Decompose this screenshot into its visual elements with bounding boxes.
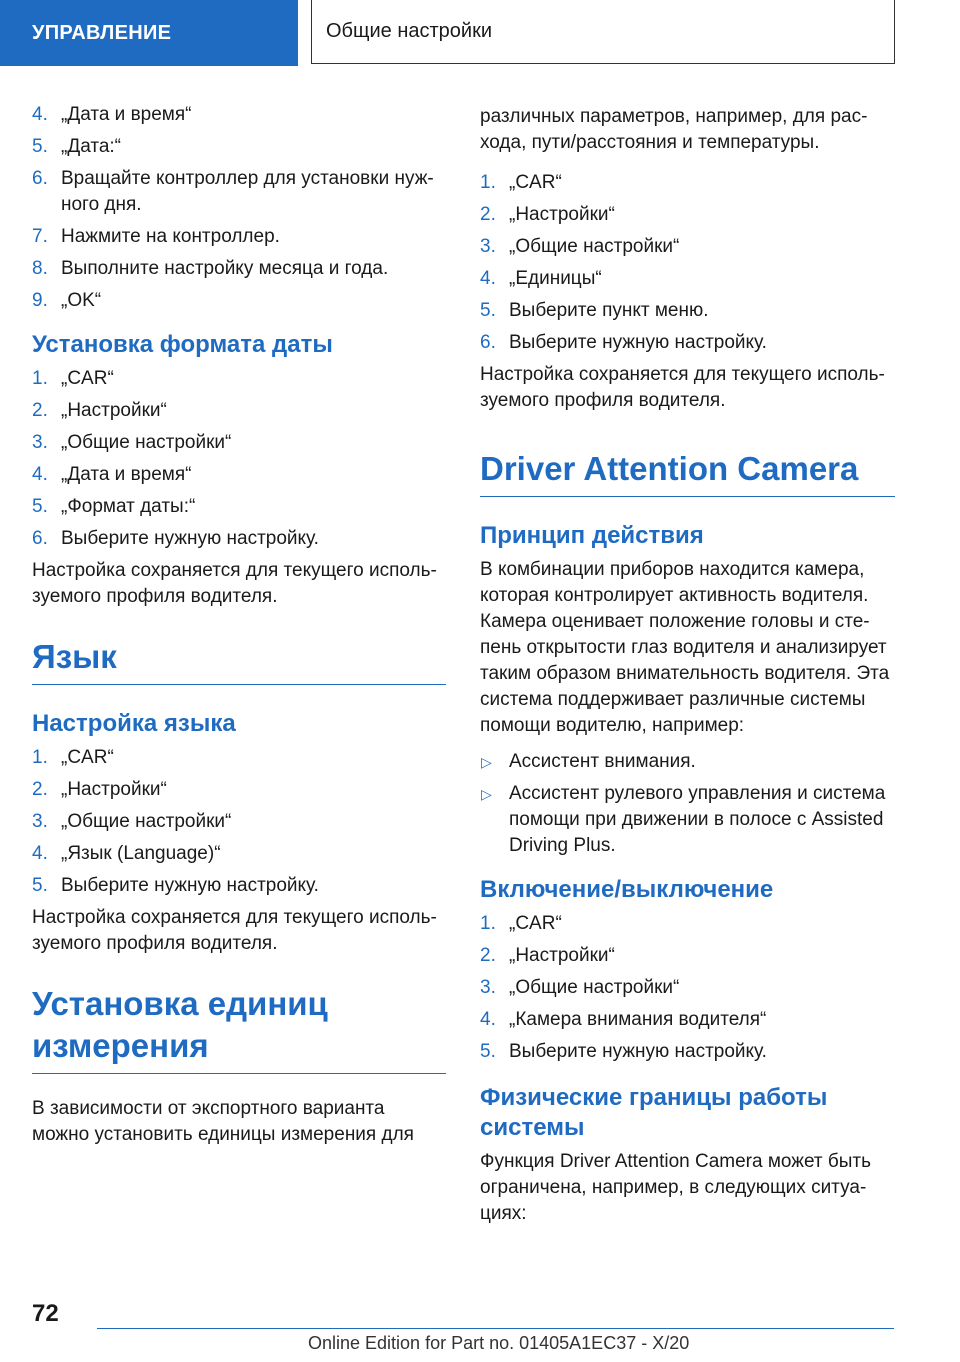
list-item: 5. Выберите нужную настройку. [32, 875, 319, 896]
units-note: Настройка сохраняется для текущего исполь‐зуемого профиля водителя. [480, 364, 885, 411]
triangle-bullet-icon: ▷ [481, 786, 492, 802]
limits-text: Функция Driver Attention Camera может быть ограничена, например, в следующих ситуа‐циях: [480, 1151, 872, 1224]
onoff-heading: Включение/выключение [480, 876, 774, 903]
list-item: 4. „Камера внимания водителя“ [480, 1009, 767, 1030]
limits-heading: Физические границы работы системы [480, 1084, 828, 1141]
list-item: 8. Выполните настройку месяца и года. [32, 258, 389, 279]
camera-title: Driver Attention Camera [480, 450, 859, 487]
list-item: 1. „CAR“ [480, 172, 562, 193]
language-heading: Настройка языка [32, 710, 236, 737]
right-column [480, 104, 895, 1227]
list-item: 3. „Общие настройки“ [32, 432, 232, 453]
camera-bullets [480, 749, 895, 859]
page-number: 72 [32, 1300, 59, 1327]
section-tab: УПРАВЛЕНИЕ [0, 0, 298, 66]
onoff-steps [480, 911, 895, 1065]
list-item: 4. „Дата и время“ [32, 464, 192, 485]
list-item: 5. Выберите нужную настройку. [480, 1041, 767, 1062]
units-steps [480, 170, 895, 356]
list-item: 4. „Дата и время“ [32, 104, 192, 125]
triangle-bullet-icon: ▷ [481, 754, 492, 770]
list-item: 3. „Общие настройки“ [480, 977, 680, 998]
list-item: 6. Выберите нужную настройку. [480, 332, 767, 353]
list-item: 3. „Общие настройки“ [480, 236, 680, 257]
list-item: 1. „CAR“ [32, 368, 114, 389]
list-item: ▷ Ассистент рулевого управления и система помощи при движении в полосе с Assisted Driving Plus. [481, 783, 886, 856]
list-item: 5. „Дата:“ [32, 136, 122, 157]
section-rule [32, 1073, 446, 1074]
list-item: 4. „Язык (Language)“ [32, 843, 221, 864]
edition-note: Online Edition for Part no. 01405A1EC37 - X/20 [308, 1333, 690, 1353]
language-title: Язык [32, 638, 117, 675]
language-steps [32, 745, 446, 899]
list-item: 1. „CAR“ [480, 913, 562, 934]
language-note: Настройка сохраняется для текущего исполь‐зуемого профиля водителя. [32, 907, 437, 954]
list-item: 3. „Общие настройки“ [32, 811, 232, 832]
list-item: 2. „Настройки“ [32, 400, 167, 421]
page-header [0, 0, 960, 66]
list-item: 6. Выберите нужную настройку. [32, 528, 319, 549]
date-format-heading: Установка формата даты [32, 331, 333, 358]
list-item: 6. Вращайте контроллер для установки нуж‐ного дня. [32, 168, 434, 215]
list-item: 7. Нажмите на контроллер. [32, 226, 280, 247]
section-rule [480, 496, 895, 497]
left-column [32, 102, 446, 1148]
list-item: 9. „OK“ [32, 290, 102, 311]
list-item: ▷ Ассистент внимания. [480, 749, 895, 775]
units-text: В зависимости от экспортного варианта можно установить единицы измерения для [32, 1098, 414, 1145]
footer-rule [97, 1328, 894, 1329]
units-title: Установка единиц измерения [32, 985, 328, 1064]
date-format-note: Настройка сохраняется для текущего исполь‐зуемого профиля водителя. [32, 560, 437, 607]
principle-heading: Принцип действия [480, 522, 704, 549]
intro-steps [32, 102, 446, 314]
list-item: 5. „Формат даты:“ [32, 496, 196, 517]
chapter-title: Общие настройки [311, 0, 895, 64]
list-item: 1. „CAR“ [32, 747, 114, 768]
list-item: 4. „Единицы“ [480, 268, 602, 289]
date-format-steps [32, 366, 446, 552]
section-rule [32, 684, 446, 685]
principle-text: В комбинации приборов находится камера, которая контролирует активность водителя. Камера оценивает положение головы и сте‐пень открытости глаз водителя и анализирует таким образом внимательность водителя. Эта система поддерживает различные системы помощи водителю, например: [480, 559, 890, 736]
list-item: 5. Выберите пункт меню. [480, 300, 709, 321]
list-item: 2. „Настройки“ [480, 945, 615, 966]
list-item: 2. „Настройки“ [32, 779, 167, 800]
list-item: 2. „Настройки“ [480, 204, 615, 225]
units-continued: различных параметров, например, для рас‐хода, пути/расстояния и температуры. [480, 106, 868, 153]
